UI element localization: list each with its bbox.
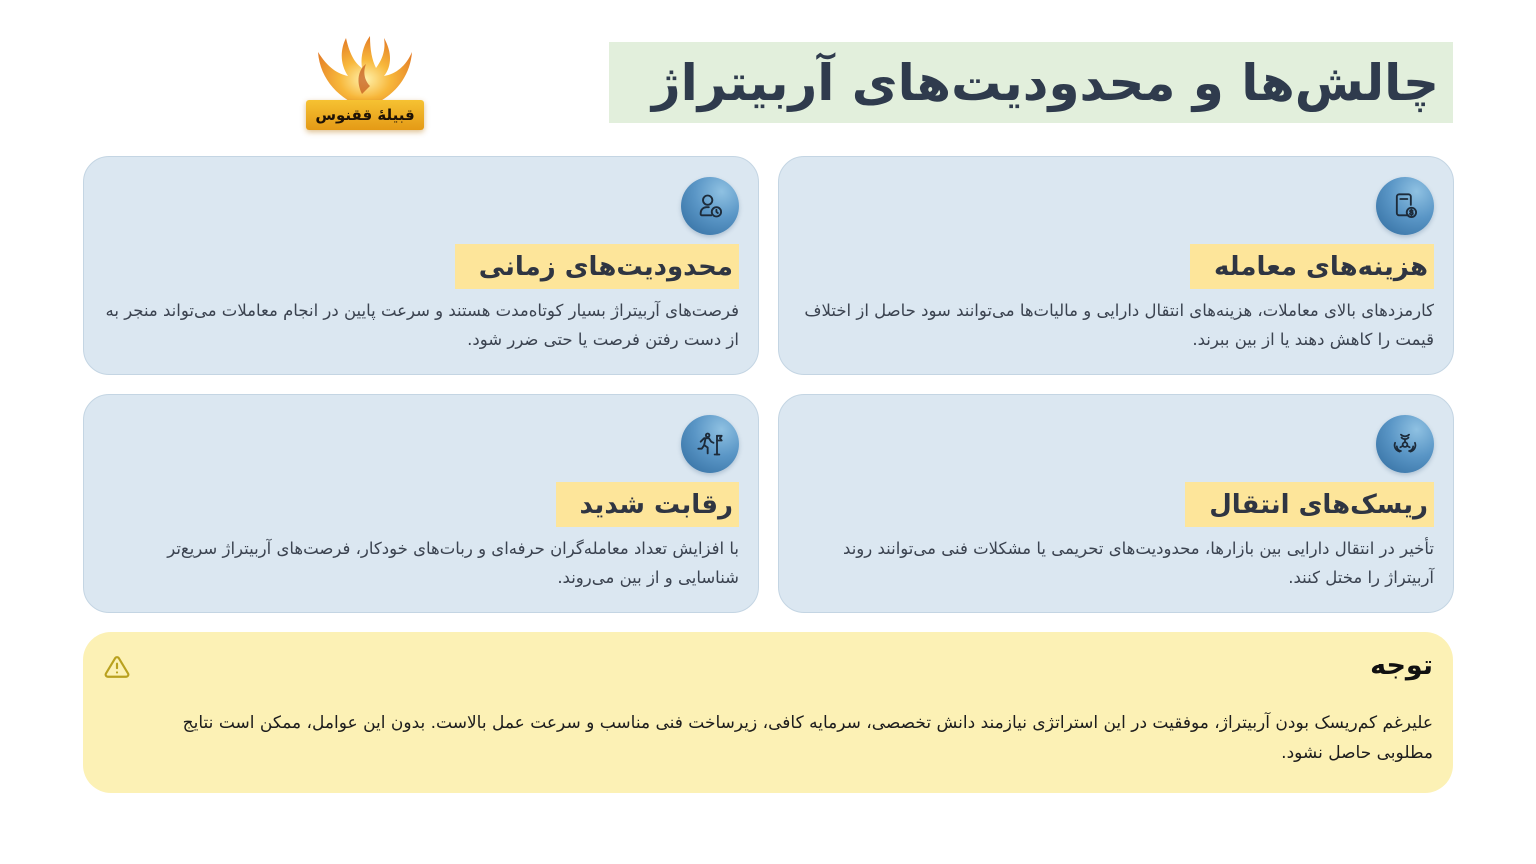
note-callout xyxy=(83,632,1453,793)
logo-banner: قبیلهٔ ققنوس xyxy=(306,100,424,130)
page-title: چالش‌ها و محدودیت‌های آربیتراژ xyxy=(651,53,1439,112)
warning-triangle-icon xyxy=(104,654,130,680)
card-title: محدودیت‌های زمانی xyxy=(455,244,739,289)
card-description: تأخیر در انتقال دارایی بین بازارها، محدودیت‌های تحریمی یا مشکلات فنی می‌توانند روند آربیتراژ را مختل کنند. xyxy=(843,539,1434,587)
note-text: علیرغم کم‌ریسک بودن آربیتراژ، موفقیت در این استراتژی نیازمند دانش تخصصی، سرمایه کافی، زیرساخت فنی مناسب و سرعت عمل بالاست. بدون این عوامل، ممکن است نتایج مطلوبی حاصل نشود. xyxy=(182,713,1433,763)
card-transaction-costs xyxy=(778,156,1454,375)
phoenix-logo-icon xyxy=(310,30,420,110)
card-description: کارمزدهای بالای معاملات، هزینه‌های انتقال دارایی و مالیات‌ها می‌توانند سود حاصل از اختلاف قیمت را کاهش دهند یا از بین ببرند. xyxy=(804,301,1434,349)
note-title: توجه xyxy=(1370,650,1433,681)
icon-badge xyxy=(1376,177,1434,235)
card-description: با افزایش تعداد معامله‌گران حرفه‌ای و ربات‌های خودکار، فرصت‌های آربیتراژ سریع‌تر شناسایی و از بین می‌روند. xyxy=(167,539,739,587)
biohazard-icon xyxy=(1391,430,1419,458)
runner-flag-icon xyxy=(696,430,724,458)
invoice-dollar-icon xyxy=(1391,192,1419,220)
logo xyxy=(300,30,430,135)
icon-badge xyxy=(1376,415,1434,473)
card-intense-competition xyxy=(83,394,759,613)
card-description: فرصت‌های آربیتراژ بسیار کوتاه‌مدت هستند و سرعت پایین در انجام معاملات می‌تواند منجر به از دست رفتن فرصت یا حتی ضرر شود. xyxy=(105,301,739,349)
card-transfer-risks xyxy=(778,394,1454,613)
icon-badge xyxy=(681,415,739,473)
card-time-limits xyxy=(83,156,759,375)
card-title: هزینه‌های معامله xyxy=(1190,244,1434,289)
icon-badge xyxy=(681,177,739,235)
card-title: ریسک‌های انتقال xyxy=(1185,482,1434,527)
card-title: رقابت شدید xyxy=(556,482,739,527)
user-clock-icon xyxy=(696,192,724,220)
page-title-banner xyxy=(609,42,1453,123)
